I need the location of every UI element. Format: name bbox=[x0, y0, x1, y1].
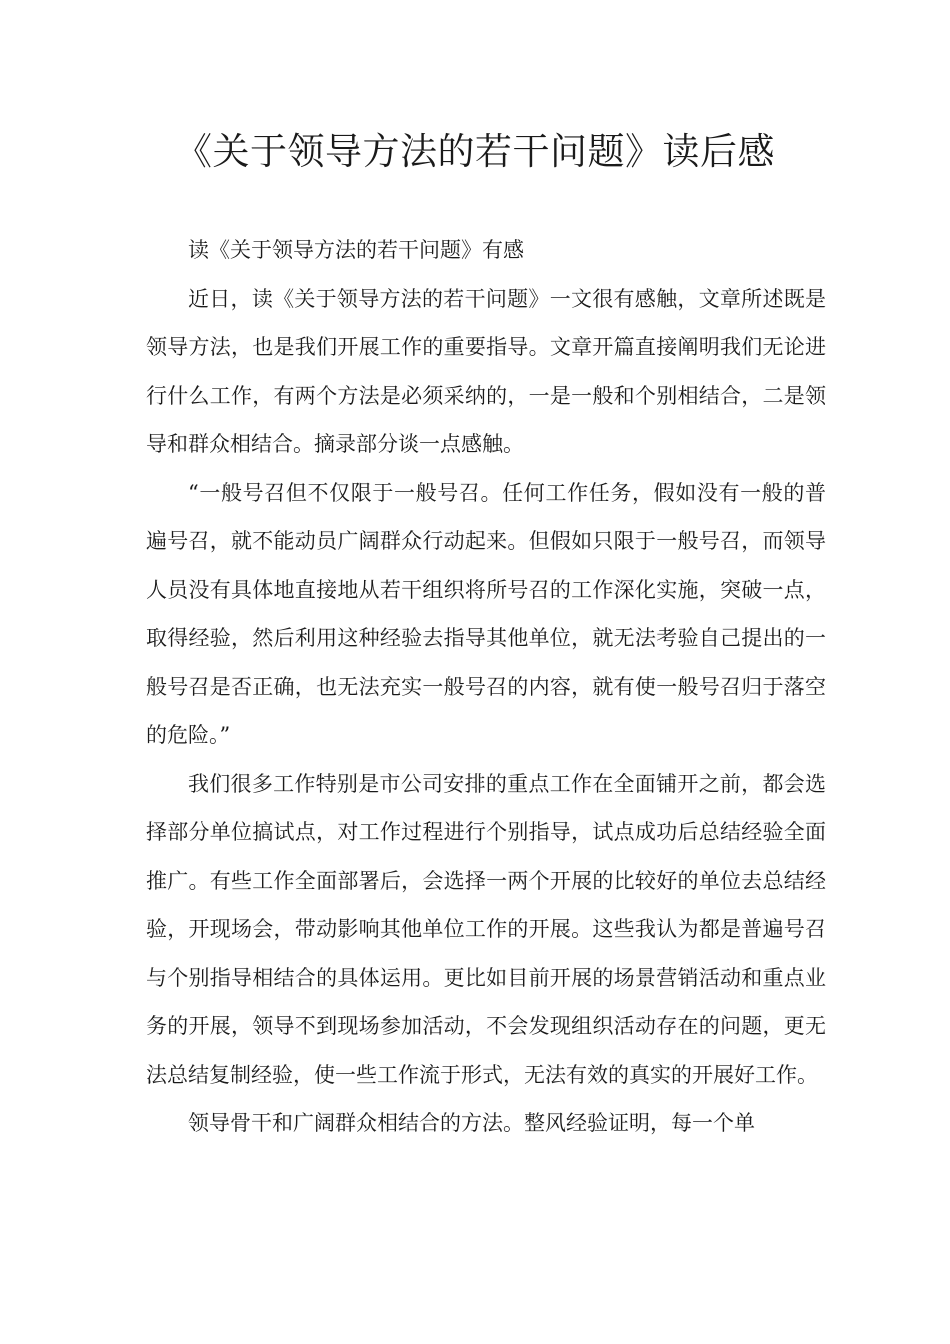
paragraph-intro: 近日，读《关于领导方法的若干问题》一文很有感触，文章所述既是领导方法，也是我们开展工作的重要指导。文章开篇直接阐明我们无论进行什么工作，有两个方法是必须采纳的，一是一般和个别相结合，二是领导和群众相结合。摘录部分谈一点感触。 bbox=[146, 286, 826, 456]
paragraph-method: 领导骨干和广阔群众相结合的方法。整风经验证明，每一个单 bbox=[188, 1111, 755, 1135]
paragraph-practice: 我们很多工作特别是市公司安排的重点工作在全面铺开之前，都会选择部分单位搞试点，对工作过程进行个别指导，试点成功后总结经验全面推广。有些工作全面部署后，会选择一两个开展的比较好的单位去总结经验，开现场会，带动影响其他单位工作的开展。这些我认为都是普遍号召与个别指导相结合的具体运用。更比如目前开展的场景营销活动和重点业务的开展，领导不到现场参加活动，不会发现组织活动存在的问题，更无法总结复制经验，使一些工作流于形式，无法有效的真实的开展好工作。 bbox=[146, 771, 826, 1087]
document-body bbox=[146, 226, 826, 1148]
paragraph-subtitle: 读《关于领导方法的若干问题》有感 bbox=[188, 238, 524, 262]
paragraph-quote: “一般号召但不仅限于一般号召。任何工作任务，假如没有一般的普遍号召，就不能动员广阔群众行动起来。但假如只限于一般号召，而领导人员没有具体地直接地从若干组织将所号召的工作深化实施，突破一点，取得经验，然后利用这种经验去指导其他单位，就无法考验自己提出的一般号召是否正确，也无法充实一般号召的内容，就有使一般号召归于落空的危险。” bbox=[146, 480, 826, 747]
document-title: 《关于领导方法的若干问题》读后感 bbox=[175, 130, 775, 173]
